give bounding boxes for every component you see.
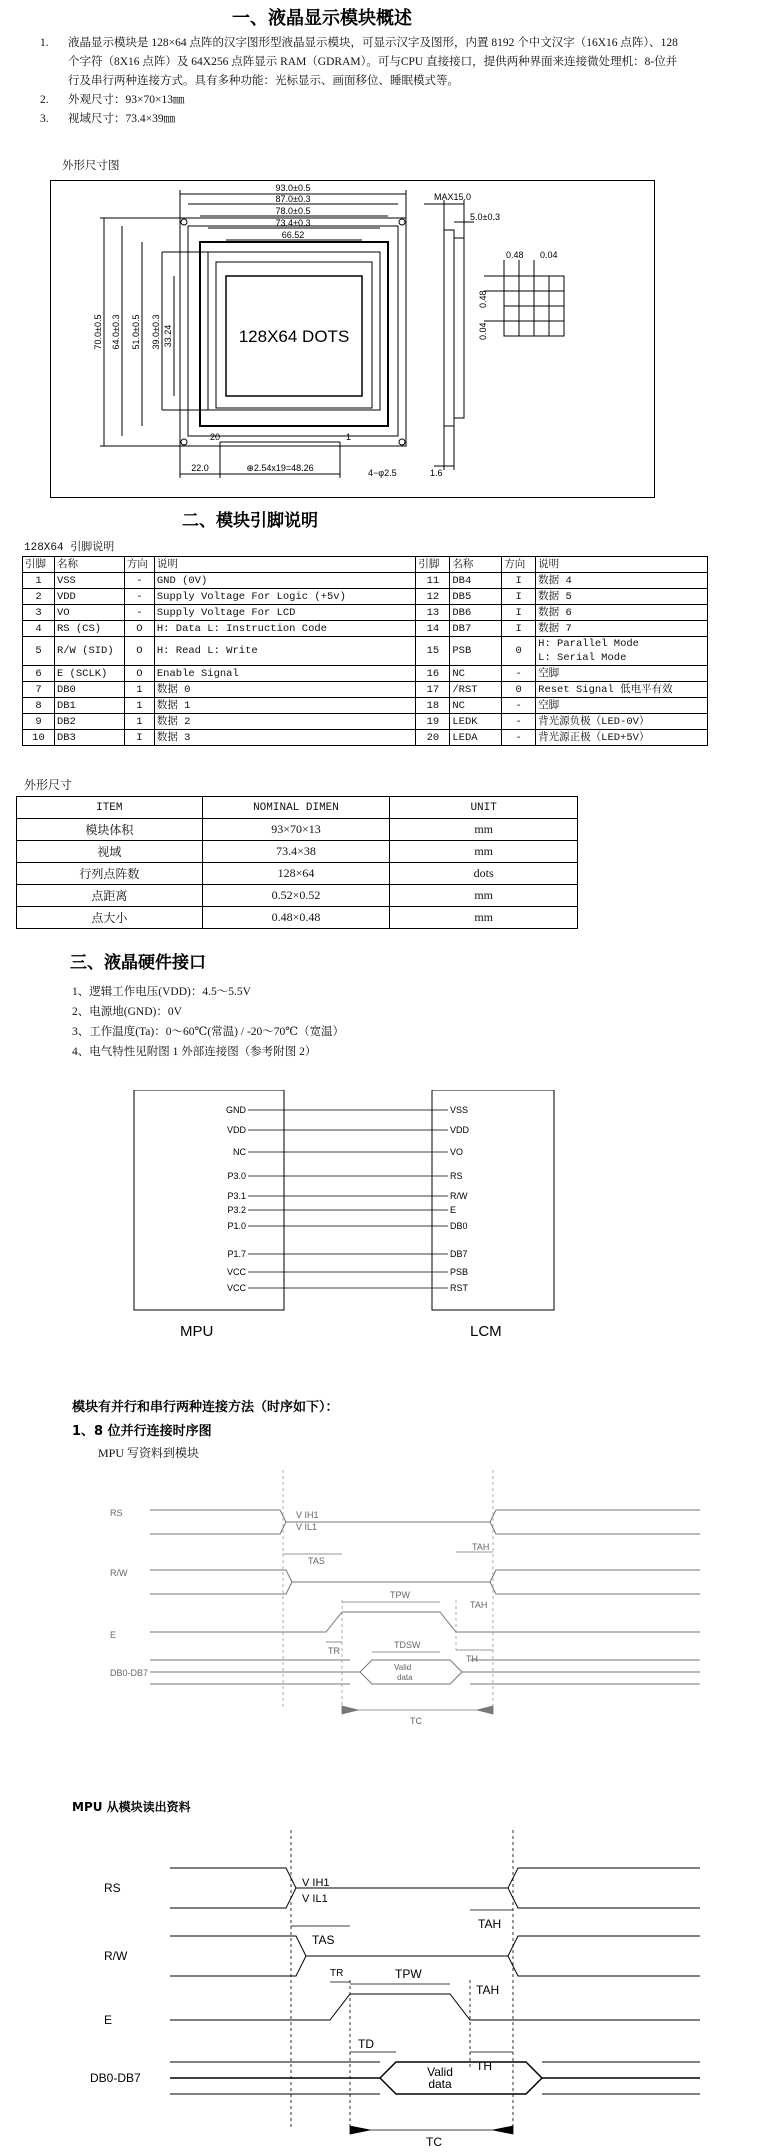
mpu-pin-label: P1.7 <box>227 1249 246 1259</box>
pin-cell: 空脚 <box>536 666 708 682</box>
write-signal-e: E <box>110 1630 117 1640</box>
hw-item: 3、工作温度(Ta)：0～60℃(常温) / -20～70℃（宽温） <box>72 1026 345 1038</box>
dims-cell: dots <box>390 863 578 885</box>
read-tah-2: TAH <box>476 1983 500 1997</box>
dim-w1: 93.0±0.5 <box>275 183 311 193</box>
pin-cell: 1 <box>124 682 154 698</box>
pin-cell: NC <box>450 666 502 682</box>
dims-cell: mm <box>390 819 578 841</box>
pin-header-cell: 名称 <box>450 557 502 573</box>
pin-cell: Enable Signal <box>154 666 416 682</box>
pin-cell: 2 <box>23 589 55 605</box>
pin-cell: VSS <box>54 573 124 589</box>
write-timing-diagram <box>110 1470 720 1732</box>
table-row <box>23 605 708 621</box>
write-tah-2: TAH <box>470 1600 488 1610</box>
read-tr: TR <box>330 1968 344 1979</box>
hw-item: 2、电源地(GND)：0V <box>72 1006 182 1018</box>
mpu-pin-label: GND <box>226 1105 246 1115</box>
lcm-pin-label: PSB <box>450 1267 469 1277</box>
pin-cell: Reset Signal 低电平有效 <box>536 682 708 698</box>
pin-cell: 16 <box>416 666 450 682</box>
pin-cell: 1 <box>124 714 154 730</box>
pin-cell: - <box>124 605 154 621</box>
write-vil: V IL1 <box>296 1522 318 1532</box>
dim-w3: 78.0±0.5 <box>275 206 311 216</box>
pin-cell: H: Data L: Instruction Code <box>154 621 416 637</box>
read-tah-1: TAH <box>478 1917 502 1931</box>
dim-w2: 87.0±0.3 <box>275 194 311 204</box>
hw-item: 1、逻辑工作电压(VDD)：4.5～5.5V <box>72 986 251 998</box>
pin-cell: 数据 4 <box>536 573 708 589</box>
read-signal-e: E <box>104 2013 113 2027</box>
connection-diagram <box>130 1090 570 1340</box>
mpu-pin-label: P1.0 <box>227 1221 246 1231</box>
pin-cell: NC <box>450 698 502 714</box>
pin-cell: H: Read L: Write <box>154 637 416 666</box>
pin-cell: 7 <box>23 682 55 698</box>
dims-cell: 视域 <box>17 841 203 863</box>
table-row <box>17 841 578 863</box>
pin-cell: 数据 3 <box>154 730 416 746</box>
mpu-pin-label: P3.2 <box>227 1205 246 1215</box>
write-data: data <box>397 1673 413 1682</box>
pin-cell: 数据 2 <box>154 714 416 730</box>
read-tas: TAS <box>312 1933 335 1947</box>
pin-cell: 20 <box>416 730 450 746</box>
pin-header-cell: 引脚 <box>416 557 450 573</box>
lcm-pin-label: VSS <box>450 1105 469 1115</box>
dim-h1: 70.0±0.5 <box>93 314 103 350</box>
write-tdsw: TDSW <box>394 1640 421 1650</box>
write-signal-rw: R/W <box>110 1568 128 1578</box>
write-tpw: TPW <box>390 1590 410 1600</box>
table-row <box>17 863 578 885</box>
read-vih: V IH1 <box>302 1877 330 1889</box>
dim-pitch: ⊕2.54x19=48.26 <box>246 463 314 473</box>
pin-cell: DB4 <box>450 573 502 589</box>
write-th: TH <box>466 1654 478 1664</box>
mpu-pin-label: VCC <box>226 1267 246 1277</box>
table-row <box>23 666 708 682</box>
dims-cell: 点大小 <box>17 907 203 929</box>
read-signal-data: DB0-DB7 <box>90 2071 141 2085</box>
section-3-title: 三、液晶硬件接口 <box>70 953 206 973</box>
pin-header-cell: 说明 <box>536 557 708 573</box>
pin-cell: 数据 5 <box>536 589 708 605</box>
pin-cell: 13 <box>416 605 450 621</box>
pin-cell: I <box>124 730 154 746</box>
table-row <box>23 589 708 605</box>
hw-item: 4、电气特性见附图 1 外部连接图（参考附图 2） <box>72 1046 317 1058</box>
pin-cell: 1 <box>23 573 55 589</box>
pin-1-label: 1 <box>346 432 352 442</box>
pin-cell: DB6 <box>450 605 502 621</box>
dims-cell: 93×70×13 <box>202 819 390 841</box>
pin-table <box>22 556 708 746</box>
pin-cell <box>536 637 708 666</box>
pin-20-label: 20 <box>210 432 221 442</box>
intro-list <box>40 34 680 129</box>
dims-cell: mm <box>390 907 578 929</box>
table-row <box>23 698 708 714</box>
pin-cell: - <box>502 714 536 730</box>
dims-cell: 0.52×0.52 <box>202 885 390 907</box>
intro-item: 1. 液晶显示模块是 128×64 点阵的汉字图形型液晶显示模块，可显示汉字及图形，内置 8192 个中文汉字（16X16 点阵）、128 个字符（8X16 点阵）及 64X256 点阵显示 RAM（GDRAM）。可与CPU 直接接口，提供两种界面来连接微处理机：8-位并行及串行两种连接方式。具有多种功能：光标显示、画面移位、睡眠模式等。 <box>40 34 680 91</box>
dot-size-2: 0.48 <box>478 290 488 308</box>
pin-cell: 17 <box>416 682 450 698</box>
dims-cell: 模块体积 <box>17 819 203 841</box>
lcm-pin-label: R/W <box>450 1191 468 1201</box>
pin-cell: DB7 <box>450 621 502 637</box>
hw-list <box>72 982 344 1062</box>
read-data: data <box>428 2077 452 2091</box>
write-tr: TR <box>328 1646 340 1656</box>
intro-text: 液晶显示模块是 128×64 点阵的汉字图形型液晶显示模块，可显示汉字及图形，内置 8192 个中文汉字（16X16 点阵）、128 个字符（8X16 点阵）及 64X256 点阵显示 RAM（GDRAM）。可与CPU 直接接口，提供两种界面来连接微处理机：8-位并行及串行两种连接方式。具有多种功能：光标显示、画面移位、睡眠模式等。 <box>68 37 678 87</box>
pin-cell: 5 <box>23 637 55 666</box>
read-signal-rs: RS <box>104 1881 121 1895</box>
pin-cell: DB2 <box>54 714 124 730</box>
lcm-pin-label: RST <box>450 1283 468 1293</box>
table-row <box>17 907 578 929</box>
pin-cell: 数据 7 <box>536 621 708 637</box>
table-row <box>23 730 708 746</box>
pin-cell: I <box>502 573 536 589</box>
pin-cell: R/W (SID) <box>54 637 124 666</box>
write-vih: V IH1 <box>296 1510 319 1520</box>
pin-cell: 12 <box>416 589 450 605</box>
dim-h5: 33.24 <box>163 324 173 348</box>
pin-cell-line: L: Serial Mode <box>538 652 627 664</box>
lcm-label: LCM <box>470 1323 502 1340</box>
timing-sub1: 1、8 位并行连接时序图 <box>72 1424 212 1439</box>
pin-cell-line: H: Parallel Mode <box>538 638 639 650</box>
pin-cell: 数据 0 <box>154 682 416 698</box>
pin-cell: 0 <box>502 637 536 666</box>
write-signal-data: DB0-DB7 <box>110 1668 149 1678</box>
dimension-drawing <box>50 180 655 498</box>
pin-cell: PSB <box>450 637 502 666</box>
pin-header-cell: 方向 <box>502 557 536 573</box>
dims-cell: 点距离 <box>17 885 203 907</box>
intro-text: 视域尺寸：73.4×39㎜ <box>68 113 176 125</box>
table-row <box>23 682 708 698</box>
dim-drawing-caption: 外形尺寸图 <box>62 160 120 172</box>
dims-cell: mm <box>390 841 578 863</box>
dim-holes: 4−φ2.5 <box>368 468 397 478</box>
pin-cell: /RST <box>450 682 502 698</box>
read-valid: Valid <box>427 2065 453 2079</box>
pin-cell: - <box>502 698 536 714</box>
lcm-pin-label: E <box>450 1205 457 1215</box>
pin-cell: - <box>124 573 154 589</box>
table-row <box>23 573 708 589</box>
lcm-pin-label: DB0 <box>450 1221 468 1231</box>
intro-item: 3. 视域尺寸：73.4×39㎜ <box>40 110 680 129</box>
dims-header: NOMINAL DIMEN <box>202 797 390 819</box>
write-caption: MPU 写资料到模块 <box>98 1446 200 1460</box>
dims-header: ITEM <box>17 797 203 819</box>
read-th: TH <box>476 2059 492 2073</box>
pin-header-cell: 名称 <box>54 557 124 573</box>
dim-left-offset: 22.0 <box>191 463 209 473</box>
pin-cell: LEDA <box>450 730 502 746</box>
dims-cell: 行列点阵数 <box>17 863 203 885</box>
pin-cell: GND (0V) <box>154 573 416 589</box>
read-timing-diagram <box>90 1830 720 2150</box>
pin-cell: - <box>124 589 154 605</box>
table-row <box>23 621 708 637</box>
pin-cell: 18 <box>416 698 450 714</box>
dims-cell: 128×64 <box>202 863 390 885</box>
section-2-title: 二、模块引脚说明 <box>182 511 318 531</box>
pin-cell: 14 <box>416 621 450 637</box>
lcm-pin-label: VO <box>450 1147 464 1157</box>
pin-cell: 1 <box>124 698 154 714</box>
mpu-label: MPU <box>180 1323 214 1340</box>
pin-cell: 9 <box>23 714 55 730</box>
pin-cell: 6 <box>23 666 55 682</box>
pin-cell: 背光源负极（LED-0V） <box>536 714 708 730</box>
pin-cell: O <box>124 637 154 666</box>
dims-table <box>16 796 578 929</box>
pin-table-caption: 128X64 引脚说明 <box>24 542 115 554</box>
pin-cell: - <box>502 666 536 682</box>
pin-cell: 3 <box>23 605 55 621</box>
table-row <box>17 885 578 907</box>
dims-cell: mm <box>390 885 578 907</box>
timing-intro: 模块有并行和串行两种连接方法（时序如下）： <box>72 1400 339 1415</box>
pin-cell: 11 <box>416 573 450 589</box>
pin-cell: DB1 <box>54 698 124 714</box>
dim-h4: 39.0±0.3 <box>151 314 161 350</box>
pin-header-cell: 引脚 <box>23 557 55 573</box>
pin-cell: DB0 <box>54 682 124 698</box>
dims-cell: 73.4×38 <box>202 841 390 863</box>
read-vil: V IL1 <box>302 1893 328 1905</box>
pin-cell: I <box>502 621 536 637</box>
table-row <box>17 819 578 841</box>
dim-w4: 73.4±0.3 <box>275 218 311 228</box>
pin-cell: VO <box>54 605 124 621</box>
pin-table-header <box>23 557 708 573</box>
mpu-pin-label: VCC <box>226 1283 246 1293</box>
write-valid: Valid <box>394 1663 412 1672</box>
lcm-pin-label: VDD <box>450 1125 470 1135</box>
pin-cell: I <box>502 605 536 621</box>
read-tc: TC <box>426 2135 442 2149</box>
pin-cell: 数据 1 <box>154 698 416 714</box>
intro-text: 外观尺寸：93×70×13㎜ <box>68 94 185 106</box>
dot-size-1: 0.48 <box>506 250 524 260</box>
mpu-box <box>134 1090 284 1310</box>
pin-header-cell: 方向 <box>124 557 154 573</box>
pin-cell: - <box>502 730 536 746</box>
dims-header: UNIT <box>390 797 578 819</box>
write-tas: TAS <box>308 1556 325 1566</box>
lcm-pin-label: DB7 <box>450 1249 468 1259</box>
lcm-pin-label: RS <box>450 1171 463 1181</box>
pin-cell: VDD <box>54 589 124 605</box>
read-td: TD <box>358 2037 374 2051</box>
read-signal-rw: R/W <box>104 1949 128 1963</box>
intro-item: 2. 外观尺寸：93×70×13㎜ <box>40 91 680 110</box>
pin-cell: E (SCLK) <box>54 666 124 682</box>
dim-thickness: MAX15.0 <box>434 192 472 202</box>
section-1-title: 一、液晶显示模块概述 <box>232 8 412 29</box>
pin-header-cell: 说明 <box>154 557 416 573</box>
read-tpw: TPW <box>395 1967 422 1981</box>
write-signal-rs: RS <box>110 1508 123 1518</box>
table-row <box>23 714 708 730</box>
pin-cell: LEDK <box>450 714 502 730</box>
pin-cell: RS (CS) <box>54 621 124 637</box>
dot-gap-2: 0.04 <box>478 322 488 340</box>
pin-cell: 0 <box>502 682 536 698</box>
pin-cell: 数据 6 <box>536 605 708 621</box>
mpu-pin-label: NC <box>233 1147 246 1157</box>
dim-h3: 51.0±0.5 <box>131 314 141 350</box>
dim-h2: 64.0±0.3 <box>111 314 121 350</box>
dims-cell: 0.48×0.48 <box>202 907 390 929</box>
pin-cell: I <box>502 589 536 605</box>
mpu-pin-label: VDD <box>226 1125 246 1135</box>
pin-cell: DB5 <box>450 589 502 605</box>
dim-side: 1.6 <box>430 468 443 478</box>
read-caption: MPU 从模块读出资料 <box>72 1800 191 1814</box>
pin-cell: Supply Voltage For LCD <box>154 605 416 621</box>
dim-w5: 66.52 <box>281 230 305 240</box>
pin-cell: 19 <box>416 714 450 730</box>
pin-cell: Supply Voltage For Logic (+5v) <box>154 589 416 605</box>
write-tah-1: TAH <box>472 1542 490 1552</box>
pin-cell: 4 <box>23 621 55 637</box>
pin-cell: 背光源正极（LED+5V） <box>536 730 708 746</box>
mpu-pin-label: P3.1 <box>227 1191 246 1201</box>
pin-cell: O <box>124 666 154 682</box>
dim-thickness-2: 5.0±0.3 <box>470 212 500 222</box>
write-tc: TC <box>410 1716 422 1726</box>
mpu-pin-label: P3.0 <box>227 1171 246 1181</box>
dims-caption: 外形尺寸 <box>24 778 73 792</box>
pin-cell: 15 <box>416 637 450 666</box>
dot-gap-1: 0.04 <box>540 250 558 260</box>
pin-cell: 空脚 <box>536 698 708 714</box>
table-row <box>23 637 708 666</box>
pin-cell: O <box>124 621 154 637</box>
pin-cell: 10 <box>23 730 55 746</box>
pin-cell: 8 <box>23 698 55 714</box>
dots-label: 128X64 DOTS <box>238 327 350 346</box>
pin-cell: DB3 <box>54 730 124 746</box>
